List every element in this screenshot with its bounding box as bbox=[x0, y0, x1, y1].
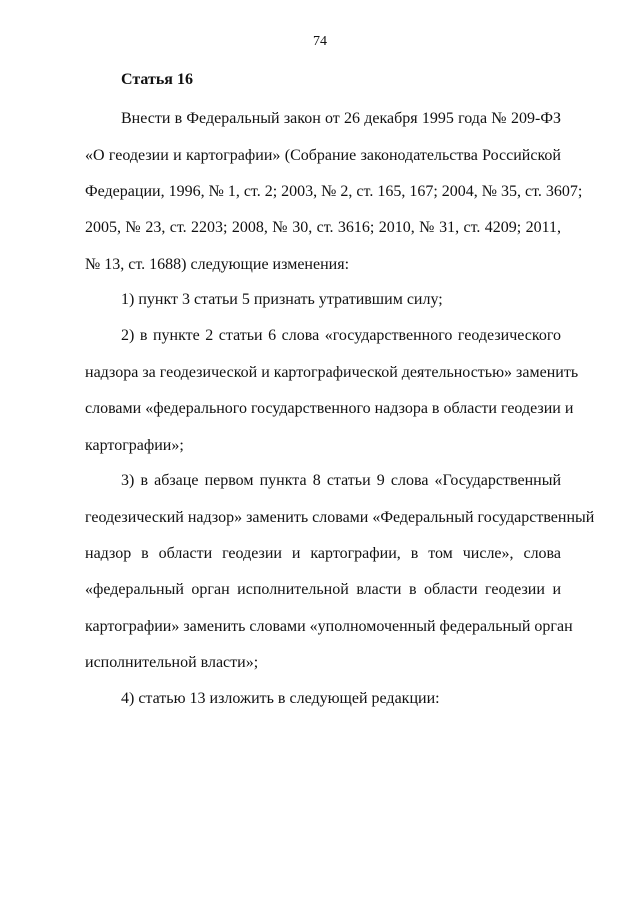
paragraph-3-line-3: словами «федерального государственного надзора в области геодезии и bbox=[85, 400, 574, 417]
paragraph-4-line-5: картографии» заменить словами «уполномоченный федеральный орган bbox=[85, 618, 573, 635]
page-number: 74 bbox=[313, 34, 327, 49]
paragraph-1-line-2: «О геодезии и картографии» (Собрание законодательства Российской bbox=[85, 147, 561, 164]
paragraph-5-line-1: 4) статью 13 изложить в следующей редакции: bbox=[121, 690, 440, 707]
paragraph-4-line-4: «федеральный орган исполнительной власти в области геодезии и bbox=[85, 581, 561, 598]
paragraph-4-line-6: исполнительной власти»; bbox=[85, 654, 259, 671]
paragraph-3-line-4: картографии»; bbox=[85, 437, 184, 454]
paragraph-2-line-1: 1) пункт 3 статьи 5 признать утратившим силу; bbox=[121, 291, 443, 308]
paragraph-1-line-4: 2005, № 23, ст. 2203; 2008, № 30, ст. 3616; 2010, № 31, ст. 4209; 2011, bbox=[85, 219, 561, 236]
article-heading: Статья 16 bbox=[121, 71, 193, 88]
paragraph-3-line-1: 2) в пункте 2 статьи 6 слова «государственного геодезического bbox=[121, 327, 561, 344]
paragraph-4-line-3: надзор в области геодезии и картографии, в том числе», слова bbox=[85, 545, 561, 562]
paragraph-1-line-5: № 13, ст. 1688) следующие изменения: bbox=[85, 256, 350, 273]
paragraph-4-line-1: 3) в абзаце первом пункта 8 статьи 9 слова «Государственный bbox=[121, 472, 561, 489]
paragraph-3-line-2: надзора за геодезической и картографической деятельностью» заменить bbox=[85, 364, 579, 381]
paragraph-1-line-3: Федерации, 1996, № 1, ст. 2; 2003, № 2, ст. 165, 167; 2004, № 35, ст. 3607; bbox=[85, 183, 583, 200]
paragraph-1-line-1: Внести в Федеральный закон от 26 декабря 1995 года № 209-ФЗ bbox=[121, 110, 561, 127]
paragraph-4-line-2: геодезический надзор» заменить словами «Федеральный государственный bbox=[85, 509, 595, 526]
